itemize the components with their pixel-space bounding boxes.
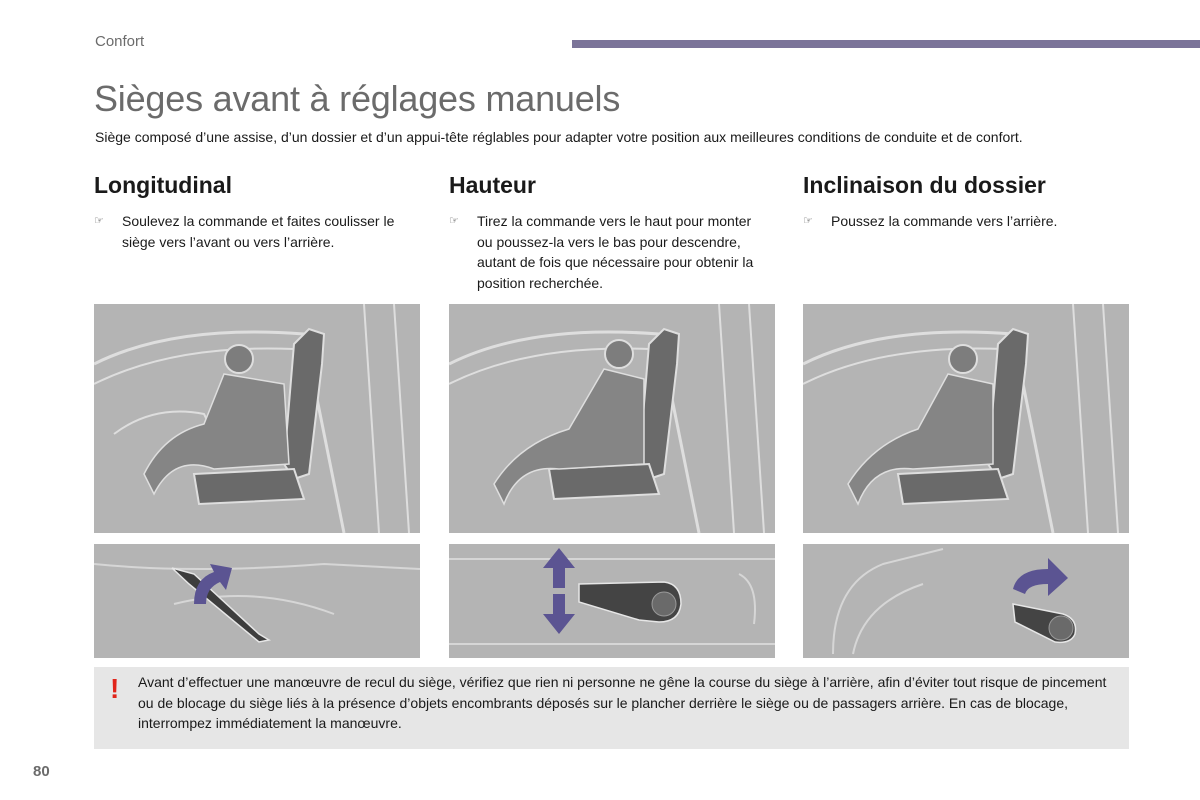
instruction-text: Soulevez la commande et faites coulisser le siège vers l’avant ou vers l’arrière.	[122, 213, 395, 250]
up-arrow-icon	[543, 548, 575, 588]
instruction-text: Poussez la commande vers l’arrière.	[831, 213, 1058, 229]
page-number: 80	[33, 763, 50, 780]
column-heading: Inclinaison du dossier	[803, 172, 1046, 198]
header-bar	[572, 40, 1200, 48]
column-inclinaison	[803, 172, 1133, 232]
down-arrow-icon	[543, 594, 575, 634]
warning-box	[94, 667, 1129, 749]
pointing-hand-icon: ☞	[94, 215, 104, 227]
instruction-item	[94, 211, 424, 252]
page-title: Sièges avant à réglages manuels	[94, 78, 621, 119]
lever-detail-hauteur	[449, 544, 775, 658]
seat-illustration-longitudinal	[94, 304, 420, 533]
lever-detail-longitudinal	[94, 544, 420, 658]
right-arrow-icon	[1013, 558, 1068, 596]
intro-text: Siège composé d’une assise, d’un dossier et d’un appui-tête réglables pour adapter votre position aux meilleures conditions de conduite et de confort.	[95, 129, 1023, 145]
lever-detail-inclinaison	[803, 544, 1129, 658]
section-label: Confort	[95, 33, 145, 50]
column-hauteur	[449, 172, 769, 293]
warning-text: Avant d’effectuer une manœuvre de recul du siège, vérifiez que rien ni personne ne gêne la course du siège à l’arrière, afin d’éviter tout risque de pincement ou de blocage du siège liés à la présence d’objets encombrants déposés sur le plancher derrière le siège ou de passagers arrière. En cas de blocage, interrompez immédiatement la manœuvre.	[138, 674, 1107, 731]
warning-icon: !	[110, 673, 120, 704]
pointing-hand-icon: ☞	[449, 215, 459, 227]
instruction-item	[449, 211, 769, 293]
seat-illustration-hauteur	[449, 304, 775, 533]
column-heading: Longitudinal	[94, 172, 232, 198]
column-longitudinal	[94, 172, 424, 252]
column-heading: Hauteur	[449, 172, 536, 198]
seat-illustration-inclinaison	[803, 304, 1129, 533]
pointing-hand-icon: ☞	[803, 215, 813, 227]
instruction-text: Tirez la commande vers le haut pour monter ou poussez-la vers le bas pour descendre, autant de fois que nécessaire pour obtenir la position recherchée.	[477, 213, 754, 291]
instruction-item	[803, 211, 1133, 232]
